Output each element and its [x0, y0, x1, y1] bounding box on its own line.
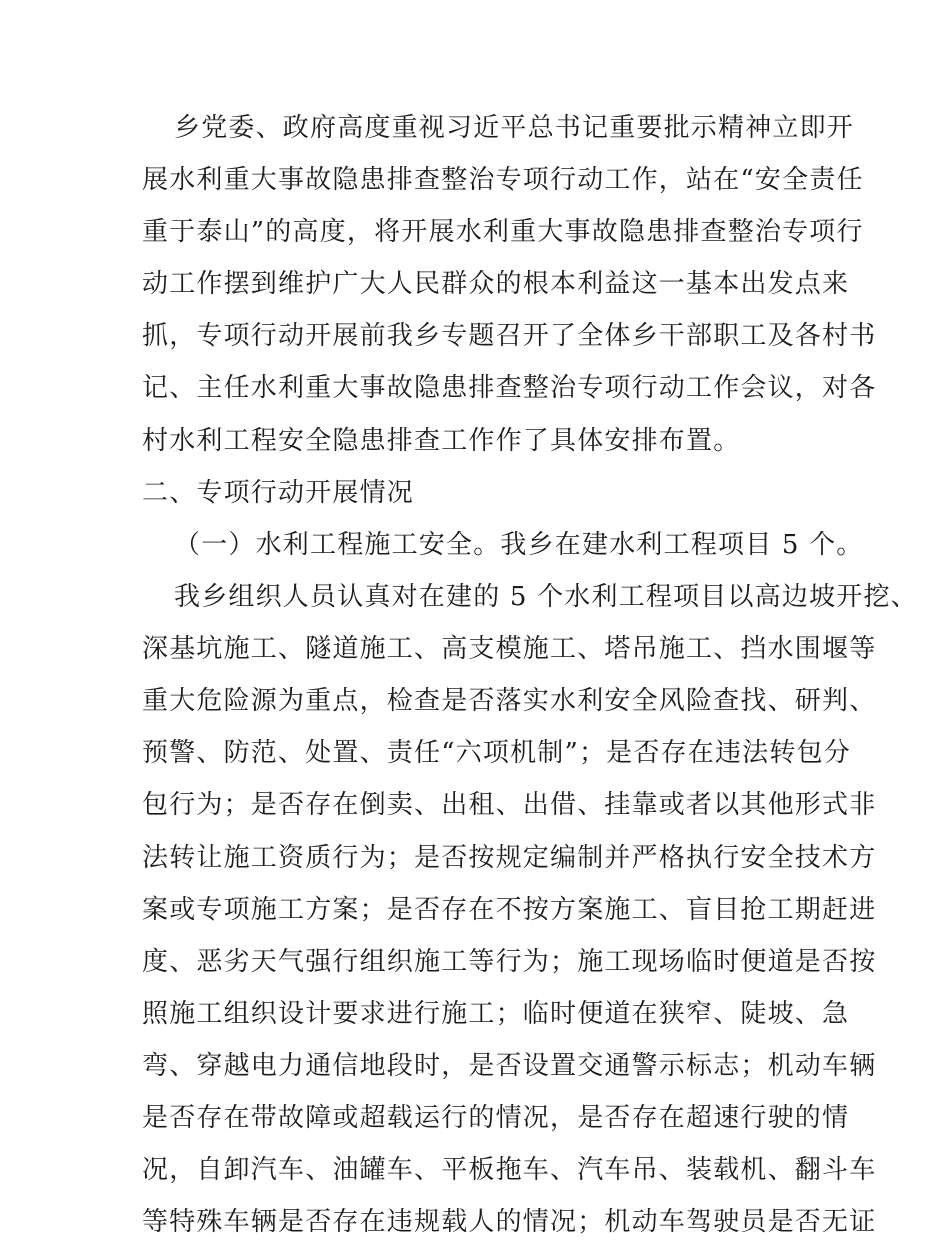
paragraph-line: 乡党委、政府高度重视习近平总书记重要批示精神立即开 — [174, 113, 855, 143]
paragraph-line: 村水利工程安全隐患排查工作作了具体安排布置。 — [142, 426, 741, 456]
section-heading: 二、专项行动开展情况 — [142, 478, 415, 508]
paragraph-line: 展水利重大事故隐患排查整治专项行动工作，站在“安全责任 — [142, 165, 864, 195]
paragraph-line: 包行为；是否存在倒卖、出租、出借、挂靠或者以其他形式非 — [142, 790, 877, 820]
paragraph-line: 弯、穿越电力通信地段时，是否设置交通警示标志；机动车辆 — [142, 1051, 877, 1081]
paragraph-line: 预警、防范、处置、责任“六项机制”；是否存在违法转包分 — [142, 738, 851, 768]
subsection-heading: （一）水利工程施工安全。我乡在建水利工程项目 5 个。 — [174, 530, 864, 560]
paragraph-line: 深基坑施工、隧道施工、高支模施工、塔吊施工、挡水围堰等 — [142, 634, 877, 664]
paragraph-line: 重于泰山”的高度，将开展水利重大事故隐患排查整治专项行 — [142, 217, 864, 247]
paragraph-line: 动工作摆到维护广大人民群众的根本利益这一基本出发点来 — [142, 269, 850, 299]
paragraph-line: 度、恶劣天气强行组织施工等行为；施工现场临时便道是否按 — [142, 947, 877, 977]
paragraph-line: 重大危险源为重点，检查是否落实水利安全风险查找、研判、 — [142, 686, 877, 716]
paragraph-line: 我乡组织人员认真对在建的 5 个水利工程项目以高边坡开挖、 — [174, 582, 918, 612]
paragraph-line: 抓，专项行动开展前我乡专题召开了全体乡干部职工及各村书 — [142, 321, 877, 351]
paragraph-line: 是否存在带故障或超载运行的情况，是否存在超速行驶的情 — [142, 1103, 850, 1133]
paragraph-line: 照施工组织设计要求进行施工；临时便道在狭窄、陡坡、急 — [142, 999, 850, 1029]
paragraph-line: 等特殊车辆是否存在违规载人的情况；机动车驾驶员是否无证 — [142, 1207, 877, 1237]
paragraph-line: 况，自卸汽车、油罐车、平板拖车、汽车吊、装载机、翻斗车 — [142, 1155, 877, 1185]
paragraph-line: 案或专项施工方案；是否存在不按方案施工、盲目抢工期赶进 — [142, 895, 877, 925]
paragraph-line: 记、主任水利重大事故隐患排查整治专项行动工作会议，对各 — [142, 373, 877, 403]
paragraph-line: 法转让施工资质行为；是否按规定编制并严格执行安全技术方 — [142, 843, 877, 873]
